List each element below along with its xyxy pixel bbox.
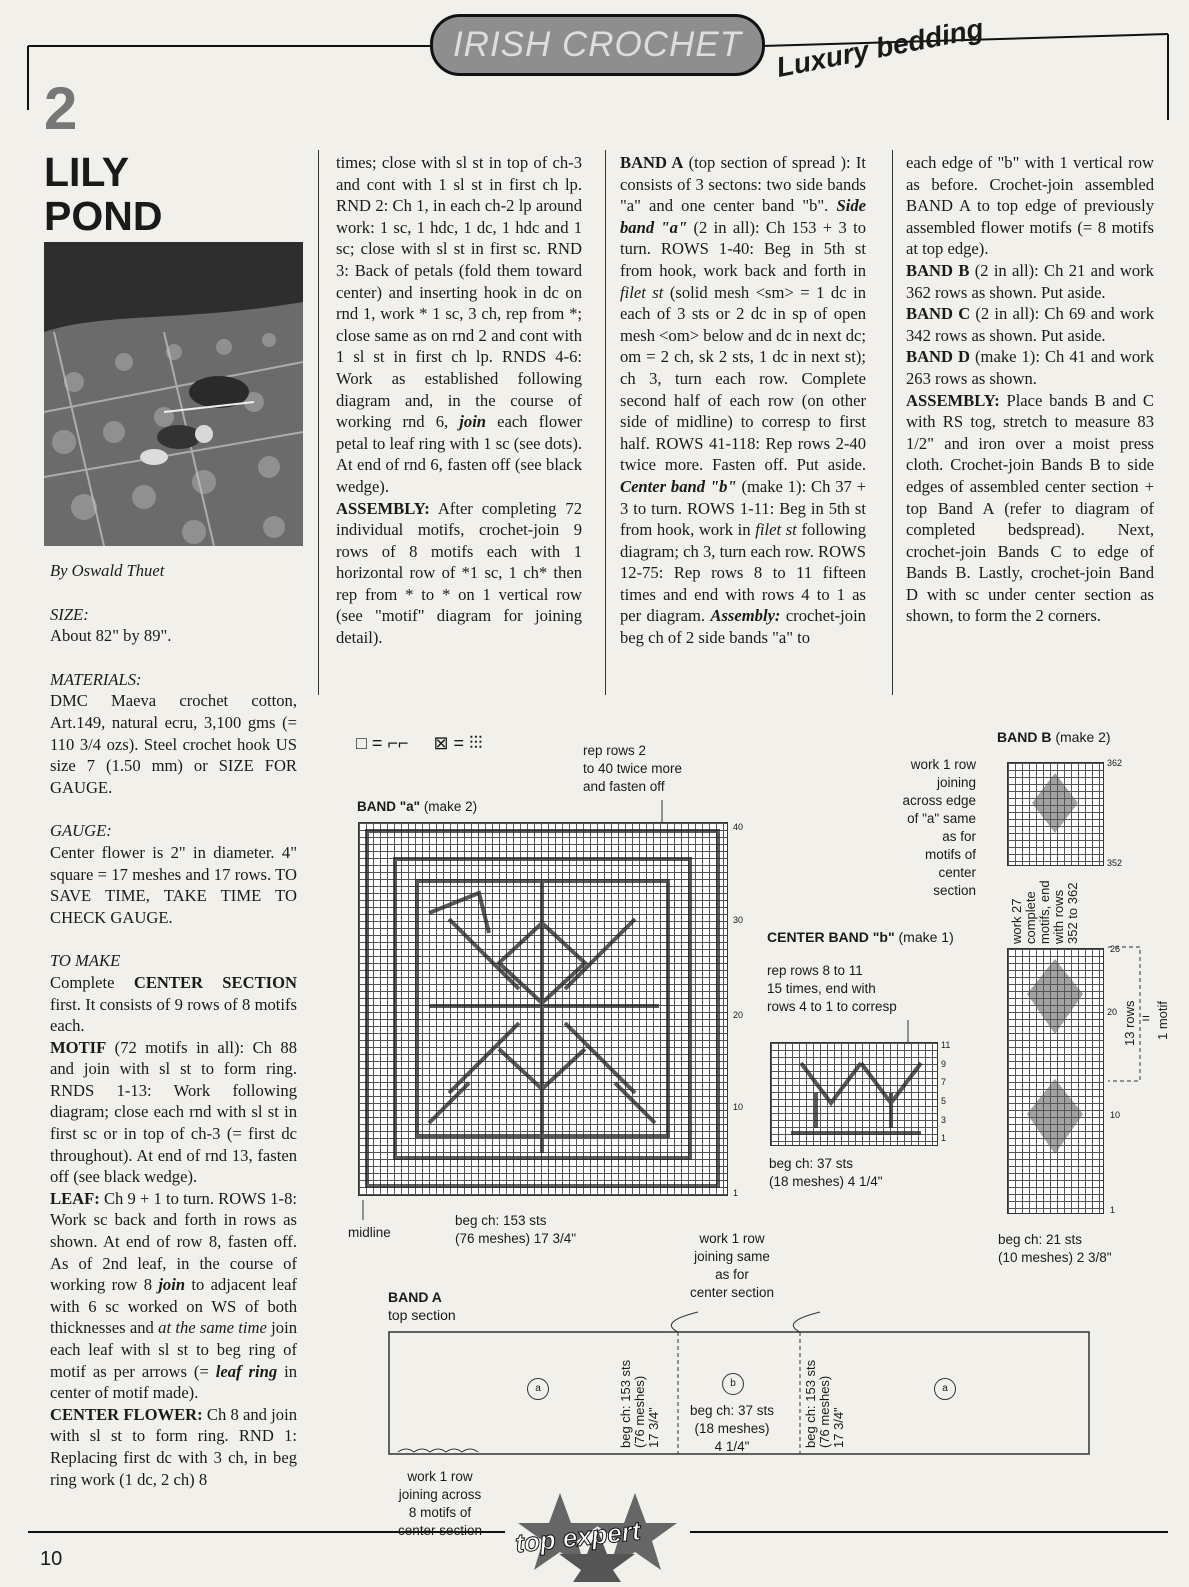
center-section-label: CENTER SECTION bbox=[133, 972, 298, 992]
row-tick: 1 bbox=[733, 1188, 739, 1198]
note-line: section bbox=[933, 883, 976, 898]
row-tick: 1 bbox=[941, 1133, 947, 1143]
band-b-title-bold: BAND B bbox=[997, 729, 1052, 745]
band-c-paragraph bbox=[906, 303, 1154, 346]
leaf-text-4: in center of motif made). bbox=[50, 1361, 298, 1403]
col4-text-1: each edge of "b" with 1 vertical row as before. Crochet-join assembled BAND A to top edge of previously assembled flower motifs (= 8 motifs at top edge). bbox=[906, 153, 1154, 259]
row-tick: 20 bbox=[1107, 1007, 1118, 1017]
band-a-top-title: BAND A bbox=[388, 1289, 442, 1305]
band-d-paragraph bbox=[906, 346, 1154, 389]
col3-paragraph bbox=[620, 152, 866, 649]
row-tick: 3 bbox=[941, 1115, 947, 1125]
size-text: About 82" by 89". bbox=[50, 626, 172, 646]
rows-note: 13 rows bbox=[1122, 1000, 1137, 1046]
motif-heading: MOTIF bbox=[50, 1037, 107, 1057]
band-a-chart bbox=[358, 822, 728, 1196]
center-flower-paragraph bbox=[50, 1404, 297, 1490]
column-rule-3 bbox=[892, 150, 893, 695]
motif-note: 1 motif bbox=[1155, 1000, 1170, 1040]
column-rule-2 bbox=[605, 150, 606, 695]
beg-ch-line: beg ch: 21 sts bbox=[998, 1232, 1083, 1247]
col3-text-2: (2 in all): Ch 153 + 3 to turn. ROWS 1-40: Beg in 5th st from hook, work back and forth in bbox=[620, 217, 866, 280]
center-flower-heading: CENTER FLOWER: bbox=[50, 1404, 203, 1424]
motif-paragraph bbox=[50, 1037, 297, 1188]
row-tick: 30 bbox=[733, 915, 744, 925]
center-band-title bbox=[767, 928, 954, 946]
col4-assembly-text: Place bands B and C with RS tog, stretch to measure 83 1/2" and iron over a moist press cloth. Crochet-join Bands B to side edges of assembled center section + top Band A (refer to diagram of completed bedspread). Next, crochet-join Bands C to edge of Bands B. Lastly, crochet-join Band D with sc under center section as shown, to form the 2 corners. bbox=[906, 390, 1154, 626]
beg-ch-line: beg ch: 153 sts bbox=[618, 1359, 633, 1448]
note-line: work 1 row bbox=[910, 757, 976, 772]
legend-open-mesh: □ = ⌐⌐ bbox=[356, 733, 409, 753]
byline: By Oswald Thuet bbox=[50, 561, 165, 580]
band-a-title bbox=[357, 798, 477, 816]
pattern-title bbox=[44, 150, 294, 238]
pattern-number: 2 bbox=[44, 75, 78, 142]
column-4 bbox=[906, 152, 1154, 627]
beg-ch-line: beg ch: 37 sts bbox=[689, 1403, 775, 1418]
note-line: joining bbox=[936, 775, 976, 790]
note-line: center section bbox=[397, 1523, 483, 1538]
note-line: as for bbox=[715, 1267, 749, 1282]
filet-st-1: filet st bbox=[620, 282, 664, 302]
stitch-legend bbox=[356, 733, 483, 754]
beg-ch-line: beg ch: 153 sts bbox=[803, 1359, 818, 1448]
beg-ch-line: beg ch: 153 sts bbox=[455, 1213, 547, 1228]
page-subtitle: Luxury bedding bbox=[773, 12, 986, 84]
tomake-text bbox=[50, 972, 297, 1037]
note-line: joining across bbox=[398, 1487, 482, 1502]
section-a-marker: a bbox=[527, 1378, 549, 1400]
filet-st-2: filet st bbox=[755, 520, 797, 540]
band-b-text: (2 in all): Ch 21 and work 362 rows as shown. Put aside. bbox=[906, 260, 1154, 302]
row-tick: 40 bbox=[733, 822, 744, 832]
beg-ch-line: (18 meshes) bbox=[694, 1421, 770, 1436]
band-a-top-center-beg bbox=[686, 1402, 778, 1456]
band-c-text: (2 in all): Ch 69 and work 342 rows as shown. Put aside. bbox=[906, 304, 1155, 345]
band-b-bottom-motif bbox=[1008, 949, 1102, 1212]
row-tick: 5 bbox=[941, 1096, 947, 1106]
beg-ch-line: (76 meshes) bbox=[817, 1375, 832, 1448]
equals-note: = bbox=[1142, 1011, 1150, 1026]
col3-text-5: following diagram; ch 3, turn each row. ROWS 12-75: Rep rows 8 to 11 fifteen times and end with rows 4 to 1 as per diagram. bbox=[620, 520, 866, 626]
legend-solid-mesh: ⊠ = ⫶⫶⫶ bbox=[433, 733, 483, 753]
band-d-text: (make 1): Ch 41 and work 263 rows as shown. bbox=[906, 347, 1154, 388]
leaf-same-time: at the same time bbox=[158, 1318, 267, 1338]
beg-ch-line: (76 meshes) bbox=[632, 1375, 647, 1448]
gauge-text: Center flower is 2" in diameter. 4" square = 17 meshes and 17 rows. TO SAVE TIME, TAKE TIME TO CHECK GAUGE. bbox=[50, 842, 297, 927]
band-a-beg-ch bbox=[455, 1212, 576, 1248]
column-3 bbox=[620, 152, 866, 649]
col3-text-6: crochet-join beg ch of 2 side bands "a" to bbox=[620, 606, 866, 648]
center-band-title-bold: CENTER BAND "b" bbox=[767, 929, 895, 945]
tomake-pre: Complete bbox=[50, 972, 134, 992]
center-band-rep-note bbox=[767, 962, 897, 1016]
band-a-heading: BAND A bbox=[620, 153, 684, 172]
note-line: joining same bbox=[694, 1249, 770, 1264]
beg-ch-line: 17 3/4" bbox=[646, 1407, 661, 1448]
center-band-beg-ch bbox=[769, 1155, 883, 1191]
beg-ch-line: 4 1/4" bbox=[714, 1439, 750, 1454]
band-a-top-right-beg bbox=[804, 1360, 846, 1448]
title-line-2: POND bbox=[44, 193, 163, 239]
band-d-heading: BAND D bbox=[906, 347, 971, 367]
beg-ch-line: beg ch: 37 sts bbox=[769, 1156, 854, 1171]
band-c-heading: BAND C bbox=[906, 304, 971, 324]
tomake-post: first. It consists of 9 rows of 8 motifs each. bbox=[50, 994, 297, 1036]
column-rule-1 bbox=[318, 150, 319, 695]
rep-note-line: rep rows 2 bbox=[583, 743, 647, 758]
vnote-line: complete bbox=[1023, 891, 1038, 944]
gauge-heading: GAUGE: bbox=[50, 821, 112, 841]
vnote-line: 352 to 362 bbox=[1065, 882, 1080, 944]
leaf-text-1: Ch 9 + 1 to turn. ROWS 1-8: Work sc back and forth in rows as shown. At end of row 8, fasten off. As of 2nd leaf, in the course of working row 8 bbox=[50, 1188, 297, 1295]
leaf-text-3: join each leaf with sl st to beg ring of motif as per arrows (= bbox=[50, 1318, 297, 1381]
row-tick: 11 bbox=[941, 1040, 951, 1050]
note-line: of "a" same bbox=[907, 811, 976, 826]
page-number: 10 bbox=[40, 1548, 63, 1570]
band-b-chart-top bbox=[1007, 762, 1104, 866]
note-line: across edge bbox=[902, 793, 976, 808]
band-a-top-join-note bbox=[680, 1230, 784, 1302]
center-band-chart bbox=[770, 1042, 938, 1146]
section-b-marker: b bbox=[722, 1373, 744, 1395]
column-2 bbox=[336, 152, 582, 649]
row-tick: 10 bbox=[1110, 1110, 1121, 1120]
band-b-paragraph bbox=[906, 260, 1154, 303]
band-b-vertical-note bbox=[1010, 880, 1080, 944]
band-b-title-rest: (make 2) bbox=[1051, 729, 1111, 745]
col3-text-3: (solid mesh <sm> = 1 dc in each of 3 sts or 2 dc in sp of open mesh <om> below and dc in next dc; om = 2 ch, sk 2 sts, 1 dc in next st); ch 3, turn each row. Complete second half of each row (on other side of midline) to corresp to first half. ROWS 41-118: Rep rows 2-40 twice more. Fasten off. Put aside. bbox=[620, 282, 866, 475]
side-band-label: Side band "a" bbox=[620, 196, 866, 237]
band-a-top-left-beg bbox=[619, 1360, 661, 1448]
band-a-title-rest: (make 2) bbox=[420, 799, 478, 814]
vnote-line: work 27 bbox=[1009, 898, 1024, 944]
center-rep-arrow bbox=[906, 1020, 910, 1044]
row-tick: 26 bbox=[1110, 944, 1121, 954]
center-band-label: Center band "b" bbox=[620, 476, 737, 496]
row-tick: 9 bbox=[941, 1059, 947, 1069]
band-b-heading: BAND B bbox=[906, 260, 970, 280]
leaf-ring: leaf ring bbox=[215, 1361, 278, 1381]
band-a-top-subtitle: top section bbox=[388, 1307, 456, 1323]
section-a-marker: a bbox=[934, 1378, 956, 1400]
center-band-title-rest: (make 1) bbox=[894, 929, 954, 945]
leaf-heading: LEAF: bbox=[50, 1188, 100, 1208]
note-line: center bbox=[938, 865, 976, 880]
band-a-title-bold: BAND "a" bbox=[357, 799, 421, 814]
col2-assembly-text: After completing 72 individual motifs, crochet-join 9 rows of 8 motifs each with 1 horizontal row of *1 sc, 1 ch* then rep from * to * on 1 vertical row (see "motif" diagram for joining detail). bbox=[336, 498, 582, 648]
row-tick: 20 bbox=[733, 1010, 744, 1020]
center-band-motif bbox=[771, 1043, 936, 1144]
col2-text-1: times; close with sl st in top of ch-3 and cont with 1 sl st in first ch lp. RND 2: Ch 1, in each ch-2 lp around work: 1 sc, 1 hdc, 1 dc, 1 hdc and 1 sc; close with sl st in first sc. RND 3: Back of petals (fold them toward center) and inserting hook in dc on rnd 1, work * 1 sc, 3 ch, rep from *; close same as on rnd 2 and cont with 1 sl st in first ch lp. RNDS 4-6: Work as established following diagram and, in the course of working rnd 6, bbox=[336, 153, 582, 432]
motif-text: Ch 88 and join with sl st to form ring. RNDS 1-13: Work following diagram; close each rnd with sl st in first sc or in top of ch-3 (= first dc throughout). At end of rnd 13, fasten off (see black wedge). bbox=[50, 1037, 297, 1187]
note-line: work 1 row bbox=[699, 1231, 765, 1246]
midline-marker bbox=[360, 1200, 366, 1220]
section-tab-label: IRISH CROCHET bbox=[452, 25, 743, 64]
center-flower-text: Ch 8 and join with sl st to form ring. RND 1: Replacing first dc with 3 ch, in beg ring work (1 dc, 2 ch) 8 bbox=[50, 1404, 298, 1489]
col4-assembly bbox=[906, 390, 1154, 628]
band-b-title bbox=[997, 728, 1111, 746]
midline-label: midline bbox=[348, 1225, 391, 1240]
col2-assembly-heading: ASSEMBLY: bbox=[336, 498, 430, 518]
band-b-join-note bbox=[880, 756, 976, 900]
leaf-paragraph bbox=[50, 1188, 297, 1404]
photo-illustration bbox=[44, 242, 303, 546]
beg-ch-line: (76 meshes) 17 3/4" bbox=[455, 1231, 577, 1246]
note-line: motifs of bbox=[924, 847, 976, 862]
band-a-top-bottom-note bbox=[392, 1468, 488, 1540]
row-tick: 7 bbox=[941, 1077, 947, 1087]
section-tab bbox=[430, 14, 765, 76]
column-1 bbox=[50, 560, 297, 1490]
top-expert-logo bbox=[505, 1488, 695, 1582]
logo-text: top expert bbox=[513, 1515, 642, 1559]
col4-assembly-heading: ASSEMBLY: bbox=[906, 390, 1000, 410]
col3-text-1: It consists of 3 sectons: two side bands "a" and one center band "b". bbox=[620, 153, 866, 216]
beg-ch-line: 17 3/4" bbox=[831, 1407, 846, 1448]
note-line: center section bbox=[689, 1285, 775, 1300]
rep-note-line: rows 4 to 1 to corresp bbox=[767, 999, 897, 1014]
beg-ch-line: (10 meshes) 2 3/8" bbox=[998, 1250, 1112, 1265]
row-tick: 352 bbox=[1107, 858, 1123, 868]
bedspread-photo bbox=[44, 242, 303, 546]
vnote-line: with rows bbox=[1051, 889, 1066, 944]
col2-join: join bbox=[459, 412, 487, 432]
materials-text: DMC Maeva crochet cotton, Art.149, natural ecru, 3,100 gms (= 110 3/4 ozs). Steel crochet hook US size 7 (1.50 mm) or SIZE FOR GAUGE. bbox=[50, 691, 297, 797]
leaf-text-2: to adjacent leaf with 6 sc worked on WS of both thicknesses and bbox=[50, 1275, 298, 1338]
band-a-motif bbox=[359, 823, 726, 1194]
rep-note-line: to 40 twice more bbox=[583, 761, 683, 776]
row-tick: 10 bbox=[733, 1102, 744, 1112]
materials-heading: MATERIALS: bbox=[50, 669, 142, 689]
col3-assembly-label: Assembly: bbox=[710, 606, 781, 626]
row-tick: 1 bbox=[1110, 1205, 1116, 1215]
size-heading: SIZE: bbox=[50, 604, 89, 624]
rep-note-line: and fasten off bbox=[583, 779, 665, 794]
col2-paragraph-1 bbox=[336, 152, 582, 498]
note-line: as for bbox=[942, 829, 976, 844]
band-a-paren: (top section of spread ): bbox=[683, 153, 851, 172]
motif-paren: (72 motifs in all): bbox=[106, 1037, 245, 1057]
band-b-top-motif bbox=[1008, 763, 1102, 864]
beg-ch-line: (18 meshes) 4 1/4" bbox=[769, 1174, 883, 1189]
note-line: work 1 row bbox=[407, 1469, 473, 1484]
col3-text-4: (make 1): Ch 37 + 3 to turn. ROWS 1-11: Beg in 5th st from hook, work in bbox=[620, 476, 866, 540]
title-line-1: LILY bbox=[44, 149, 130, 195]
band-b-beg-ch bbox=[998, 1231, 1112, 1267]
leaf-join: join bbox=[158, 1275, 186, 1295]
rep-note-line: 15 times, end with bbox=[767, 981, 876, 996]
band-a-rep-note bbox=[583, 742, 682, 796]
note-line: 8 motifs of bbox=[408, 1505, 472, 1520]
col2-text-2: each flower petal to leaf ring with 1 sc (see dots). At end of rnd 6, fasten off (see black wedge). bbox=[336, 412, 582, 496]
rep-note-line: rep rows 8 to 11 bbox=[767, 963, 863, 978]
vnote-line: motifs, end bbox=[1037, 880, 1052, 944]
col2-assembly bbox=[336, 498, 582, 649]
row-tick: 362 bbox=[1107, 758, 1123, 768]
band-b-chart-bottom bbox=[1007, 948, 1104, 1214]
tomake-heading: TO MAKE bbox=[50, 951, 121, 971]
